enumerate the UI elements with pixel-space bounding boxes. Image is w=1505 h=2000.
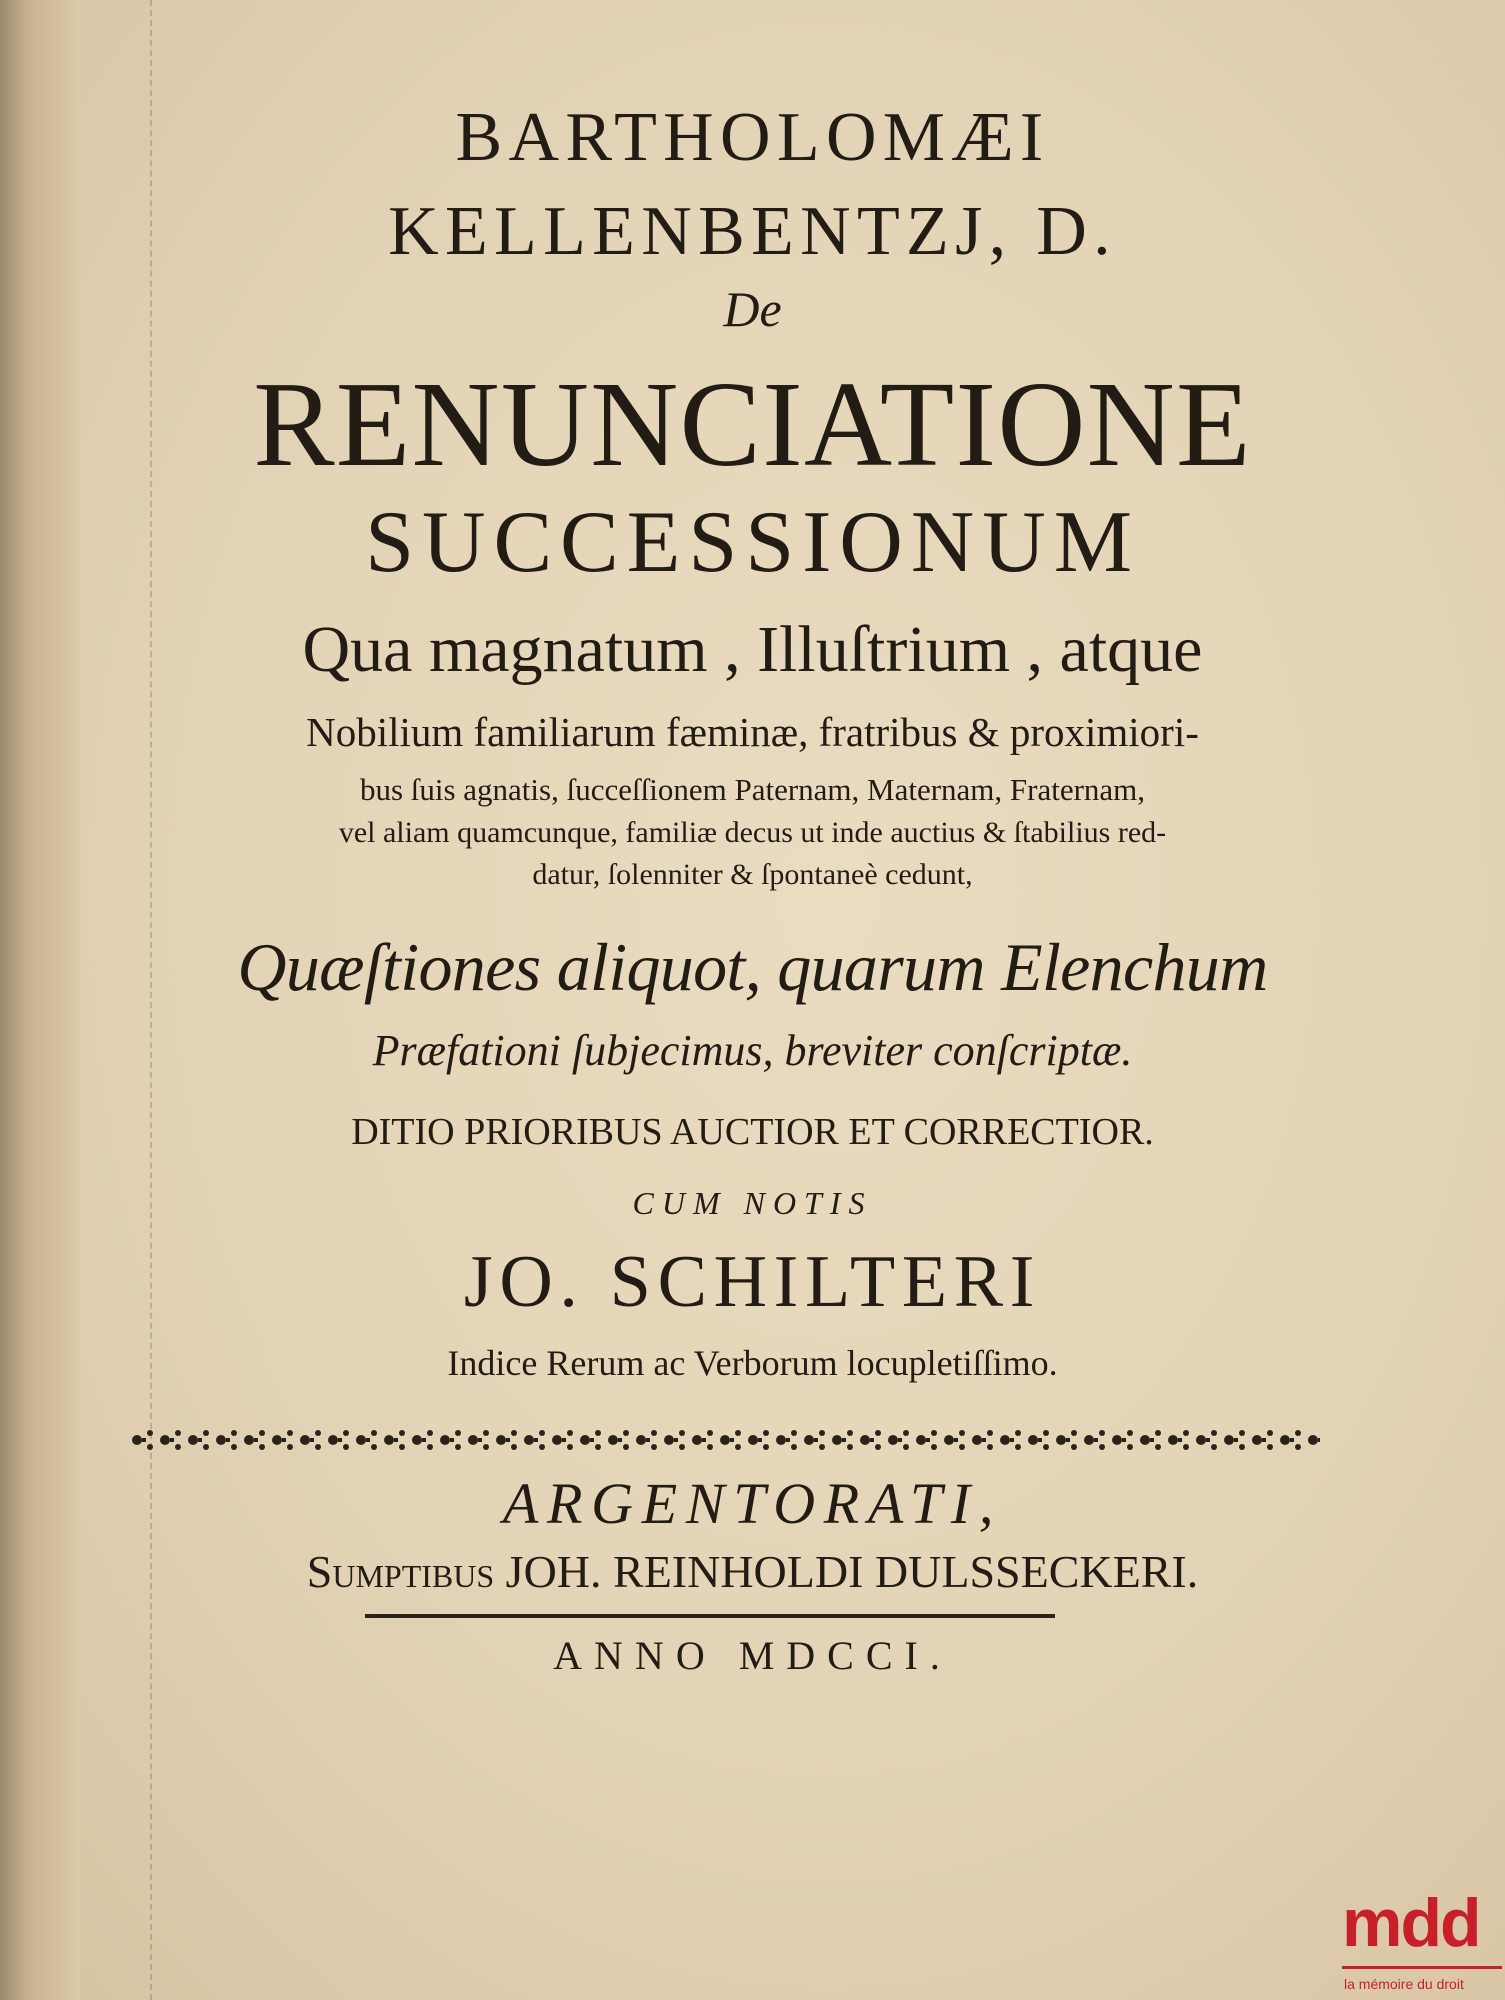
index-note: Indice Rerum ac Verborum locupletiſſimo. bbox=[447, 1343, 1058, 1383]
questions-line-1: Quæſtiones aliquot, quarum Elenchum bbox=[237, 929, 1268, 1005]
ornamental-border bbox=[130, 1423, 1320, 1457]
annotator-name: JO. SCHILTERI bbox=[463, 1241, 1042, 1323]
title-line-2: SUCCESSIONUM bbox=[365, 494, 1140, 591]
de-label: De bbox=[723, 281, 782, 337]
subtitle-line-1: Qua magnatum , Illuſtrium , atque bbox=[302, 613, 1203, 686]
author-line-1: BARTHOLOMÆI bbox=[455, 99, 1050, 176]
title-line-1: RENUNCIATIONE bbox=[253, 357, 1252, 492]
edition-note: DITIO PRIORIBUS AUCTIOR ET CORRECTIOR. bbox=[351, 1111, 1154, 1153]
imprint-publisher: Sumptibus JOH. REINHOLDI DULSSECKERI. bbox=[306, 1546, 1199, 1597]
mdd-logo-mark: mdd bbox=[1342, 1885, 1480, 1961]
logo-underline bbox=[1342, 1966, 1502, 1969]
imprint-year: ANNO MDCCI. bbox=[553, 1633, 952, 1678]
subtitle-line-5: datur, ſolenniter & ſpontaneè cedunt, bbox=[532, 858, 973, 891]
imprint-place: ARGENTORATI, bbox=[502, 1471, 1003, 1536]
mdd-logo-tagline: la mémoire du droit bbox=[1344, 1976, 1464, 1992]
imprint-rule bbox=[365, 1614, 1055, 1618]
author-line-2: KELLENBENTZJ, D. bbox=[388, 193, 1117, 270]
subtitle-line-2: Nobilium familiarum fæminæ, fratribus & proximiori- bbox=[306, 709, 1199, 755]
cum-notis: CUM NOTIS bbox=[632, 1185, 873, 1221]
questions-line-2: Præfationi ſubjecimus, breviter conſcriptæ. bbox=[372, 1026, 1133, 1075]
mdd-logo bbox=[1342, 1885, 1504, 2000]
subtitle-line-3: bus ſuis agnatis, ſucceſſionem Paternam, Maternam, Fraternam, bbox=[359, 772, 1146, 807]
subtitle-line-4: vel aliam quamcunque, familiæ decus ut inde auctius & ſtabilius red- bbox=[338, 816, 1167, 849]
